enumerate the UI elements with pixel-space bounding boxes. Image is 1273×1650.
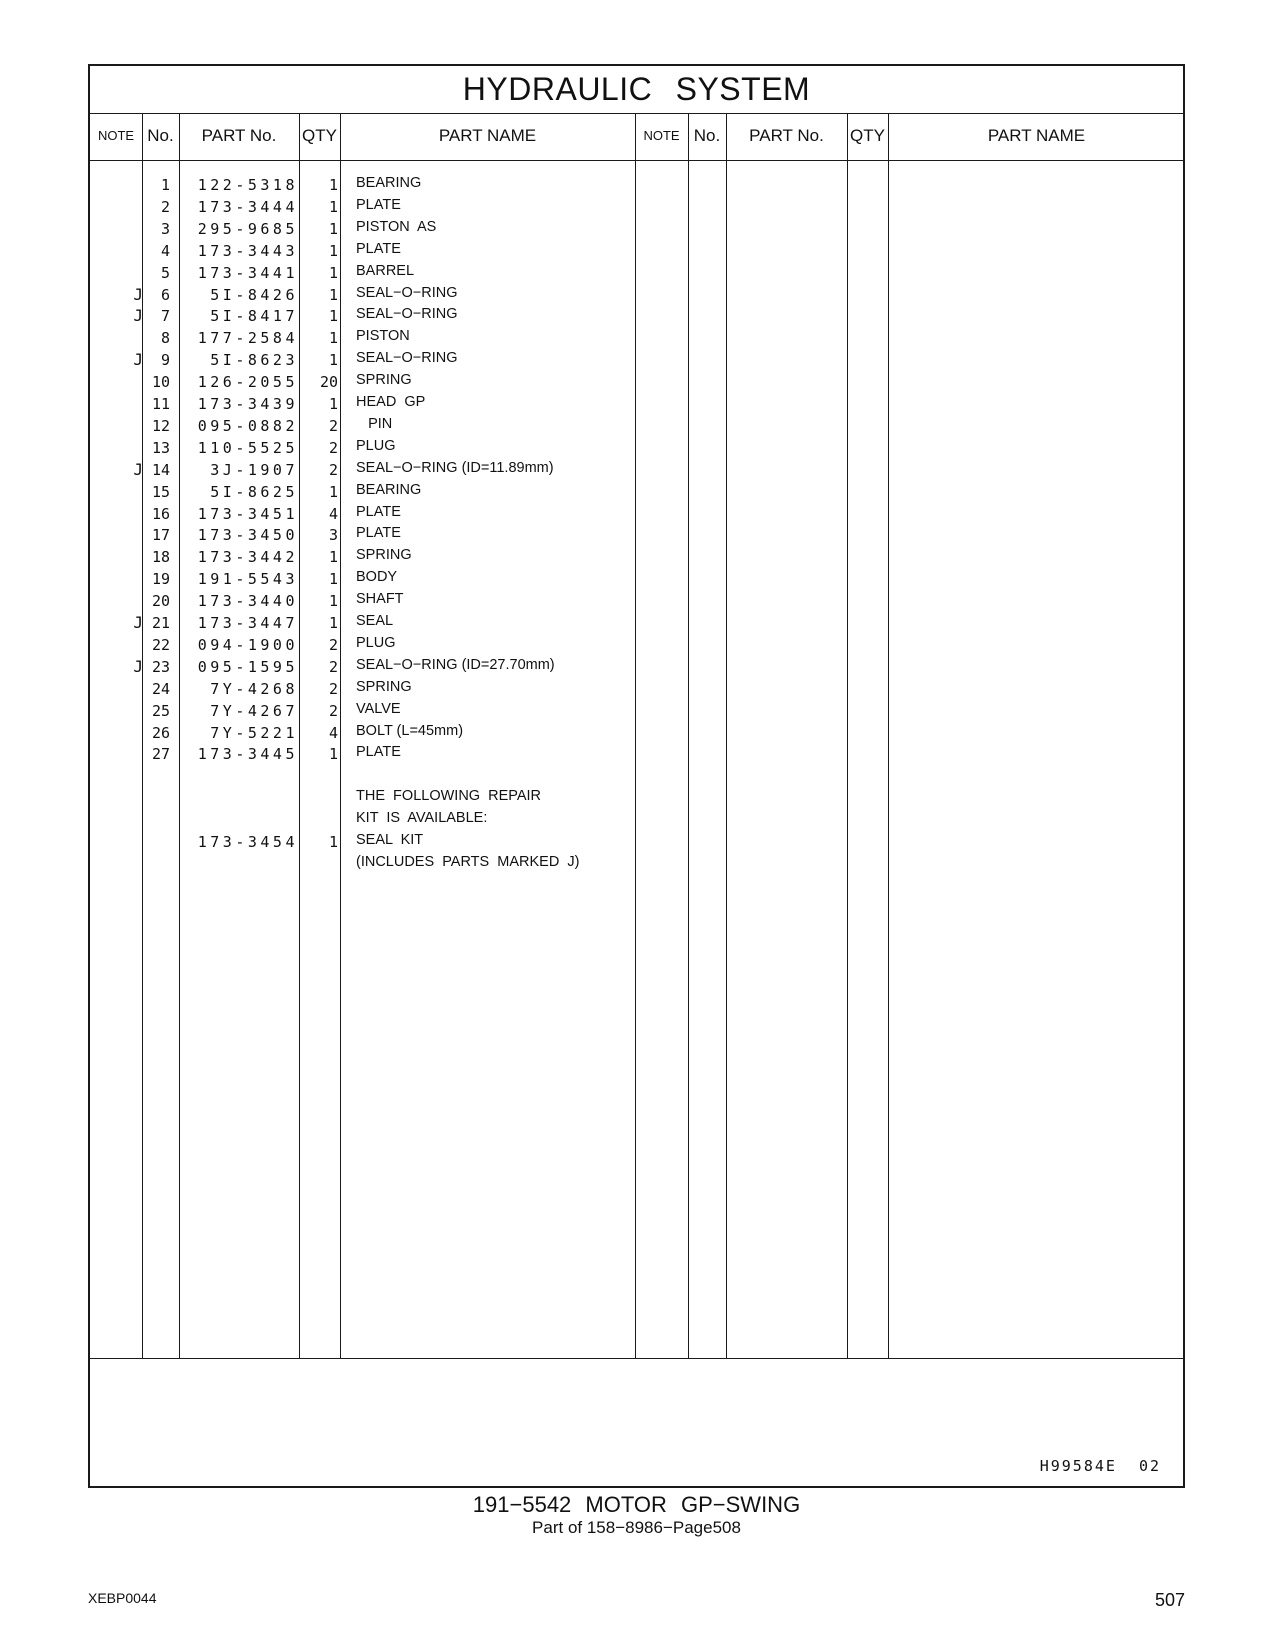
table-row — [90, 656, 650, 678]
part-number-cell: 173-3443 — [197, 241, 298, 260]
quantity-cell: 1 — [328, 570, 338, 589]
part-number-cell: 173-3447 — [197, 614, 298, 632]
part-name-cell: PLATE — [356, 240, 401, 257]
part-name-cell: HEAD GP — [356, 394, 426, 410]
part-name-cell: VALVE — [356, 700, 401, 717]
note-cell: J — [133, 350, 143, 370]
quantity-cell: 1 — [328, 482, 338, 501]
quantity-cell: 3 — [328, 526, 338, 545]
part-number-cell: 095-0882 — [197, 416, 298, 435]
part-name-cell: THE FOLLOWING REPAIR — [356, 788, 542, 805]
table-row — [90, 174, 650, 196]
part-number-cell: 295-9685 — [197, 219, 298, 238]
item-number-cell: 22 — [151, 635, 170, 654]
parts-table-body — [90, 161, 1183, 1358]
table-row — [90, 634, 650, 656]
part-name-cell: SEAL−O−RING (ID=27.70mm) — [356, 656, 555, 673]
quantity-cell: 2 — [328, 438, 338, 457]
header-no-right: No. — [693, 126, 721, 145]
reference-code: H99584E — [1039, 1457, 1117, 1475]
note-cell: J — [133, 284, 143, 304]
quantity-cell: 1 — [328, 395, 338, 413]
quantity-cell: 4 — [328, 504, 338, 523]
item-number-cell: 19 — [151, 570, 170, 589]
item-number-cell: 5 — [160, 263, 170, 282]
note-cell: J — [133, 306, 143, 326]
group-subcaption: Part of 158−8986−Page508 — [532, 1518, 741, 1537]
quantity-cell: 2 — [328, 657, 338, 676]
part-name-cell: SPRING — [356, 547, 412, 564]
part-name-cell: (INCLUDES PARTS MARKED J) — [356, 853, 580, 870]
header-no: No. — [147, 126, 174, 145]
part-number-cell: 5I-8417 — [210, 307, 298, 326]
part-name-cell: BODY — [356, 569, 398, 586]
part-number-cell: 173-3451 — [197, 504, 298, 523]
note-cell: J — [133, 613, 143, 632]
table-row — [90, 853, 650, 875]
part-number-cell: 095-1595 — [197, 657, 298, 676]
part-name-cell: PLATE — [356, 525, 401, 542]
part-name-cell: SPRING — [356, 372, 412, 389]
part-number-cell: 7Y-5221 — [210, 723, 298, 742]
table-row — [90, 305, 650, 327]
part-number-cell: 173-3445 — [197, 745, 298, 764]
table-row — [90, 218, 650, 240]
table-row — [90, 371, 650, 393]
part-name-cell: BARREL — [356, 262, 415, 279]
item-number-cell: 14 — [151, 460, 170, 479]
quantity-cell: 1 — [328, 176, 338, 194]
item-number-cell: 1 — [160, 176, 170, 194]
illustration-reference — [1040, 1457, 1161, 1475]
table-row — [90, 459, 650, 481]
quantity-cell: 2 — [328, 679, 338, 698]
part-number-cell: 173-3444 — [197, 197, 298, 216]
part-name-cell: BEARING — [356, 481, 422, 498]
part-name-cell: PISTON — [356, 328, 410, 345]
group-caption: 191−5542 MOTOR GP−SWING — [472, 1492, 801, 1517]
part-number-cell: 173-3442 — [197, 548, 298, 567]
part-number-cell: 5I-8625 — [210, 482, 298, 501]
part-name-cell: BEARING — [356, 175, 422, 191]
quantity-cell: 2 — [328, 460, 338, 479]
part-name-cell: SEAL KIT — [356, 832, 424, 848]
part-number-cell: 173-3450 — [197, 526, 298, 545]
table-row — [90, 349, 650, 371]
item-number-cell: 8 — [160, 329, 170, 348]
quantity-cell: 1 — [328, 329, 338, 348]
item-number-cell: 18 — [151, 548, 170, 567]
quantity-cell: 1 — [328, 197, 338, 216]
reference-revision: 02 — [1138, 1457, 1161, 1475]
table-row — [90, 678, 650, 700]
item-number-cell: 11 — [151, 395, 170, 413]
item-number-cell: 15 — [151, 482, 170, 501]
part-number-cell: 191-5543 — [197, 570, 298, 589]
part-number-cell: 110-5525 — [197, 438, 298, 457]
table-row — [90, 568, 650, 590]
part-number-cell: 5I-8426 — [210, 285, 298, 304]
header-qty: QTY — [302, 126, 337, 145]
part-name-cell: PLUG — [356, 634, 396, 651]
quantity-cell: 2 — [328, 416, 338, 435]
parts-list-sheet — [88, 64, 1185, 1488]
part-name-cell: PLATE — [356, 196, 401, 213]
table-row — [90, 393, 650, 415]
table-row — [90, 503, 650, 525]
part-number-cell: 126-2055 — [197, 373, 298, 392]
part-number-cell: 094-1900 — [197, 635, 298, 654]
part-name-cell: BOLT (L=45mm) — [356, 722, 464, 739]
part-name-cell: SEAL−O−RING — [356, 284, 458, 301]
part-number-cell: 173-3454 — [197, 833, 298, 851]
part-name-cell: PLATE — [356, 503, 401, 520]
part-number-cell: 177-2584 — [197, 329, 298, 348]
table-bottom-divider — [90, 1358, 1183, 1359]
table-row — [90, 196, 650, 218]
table-row — [90, 743, 650, 765]
header-part-name-right: PART NAME — [987, 126, 1086, 145]
quantity-cell: 1 — [328, 548, 338, 567]
quantity-cell: 1 — [328, 592, 338, 611]
item-number-cell: 23 — [151, 657, 170, 676]
header-part-name: PART NAME — [438, 126, 537, 145]
item-number-cell: 20 — [151, 592, 170, 611]
item-number-cell: 6 — [160, 285, 170, 304]
quantity-cell: 20 — [319, 373, 338, 392]
item-number-cell: 10 — [151, 373, 170, 392]
item-number-cell: 26 — [151, 723, 170, 742]
item-number-cell: 2 — [160, 197, 170, 216]
quantity-cell: 1 — [328, 307, 338, 326]
part-number-cell: 173-3440 — [197, 592, 298, 611]
item-number-cell: 27 — [151, 745, 170, 764]
part-number-cell: 7Y-4268 — [210, 679, 298, 698]
page-number: 507 — [1154, 1590, 1185, 1610]
item-number-cell: 13 — [151, 438, 170, 457]
part-number-cell: 173-3441 — [197, 263, 298, 282]
item-number-cell: 16 — [151, 504, 170, 523]
table-row — [90, 415, 650, 437]
part-name-cell: PLUG — [356, 437, 396, 454]
table-row — [90, 546, 650, 568]
part-name-cell: SPRING — [356, 678, 412, 695]
note-cell: J — [133, 656, 143, 676]
table-row — [90, 240, 650, 262]
item-number-cell: 9 — [160, 351, 170, 370]
quantity-cell: 1 — [328, 285, 338, 304]
item-number-cell: 12 — [151, 416, 170, 435]
part-number-cell: 7Y-4267 — [210, 701, 298, 720]
table-row — [90, 809, 650, 831]
item-number-cell: 21 — [151, 614, 170, 632]
item-number-cell: 25 — [151, 701, 170, 720]
header-note: NOTE — [97, 128, 135, 143]
part-name-cell: SEAL−O−RING — [356, 350, 458, 367]
part-number-cell: 122-5318 — [197, 176, 298, 194]
table-row — [90, 612, 650, 634]
part-name-cell: KIT IS AVAILABLE: — [356, 810, 488, 827]
part-name-cell: SEAL — [356, 613, 394, 629]
table-row — [90, 284, 650, 306]
quantity-cell: 1 — [328, 241, 338, 260]
note-cell: J — [133, 459, 143, 479]
part-name-cell: SEAL−O−RING (ID=11.89mm) — [356, 459, 554, 476]
quantity-cell: 1 — [328, 351, 338, 370]
part-number-cell: 5I-8623 — [210, 351, 298, 370]
table-row — [90, 765, 650, 787]
section-title: HYDRAULIC SYSTEM — [90, 66, 1183, 114]
item-number-cell: 17 — [151, 526, 170, 545]
quantity-cell: 1 — [328, 614, 338, 632]
quantity-cell: 2 — [328, 635, 338, 654]
quantity-cell: 4 — [328, 723, 338, 742]
item-number-cell: 7 — [160, 307, 170, 326]
table-row — [90, 437, 650, 459]
item-number-cell: 24 — [151, 679, 170, 698]
header-part-no: PART No. — [201, 126, 277, 145]
item-number-cell: 3 — [160, 219, 170, 238]
table-row — [90, 722, 650, 744]
header-note-right: NOTE — [643, 128, 680, 143]
header-part-no-right: PART No. — [749, 126, 824, 145]
part-number-cell: 3J-1907 — [210, 460, 298, 479]
part-name-cell: PISTON AS — [356, 218, 437, 235]
table-row — [90, 481, 650, 503]
document-id: XEBP0044 — [88, 1590, 157, 1606]
quantity-cell: 1 — [328, 833, 338, 851]
table-row — [90, 787, 650, 809]
table-row — [90, 590, 650, 612]
table-row — [90, 831, 650, 853]
part-number-cell: 173-3439 — [197, 395, 298, 413]
part-name-cell: SHAFT — [356, 591, 404, 608]
quantity-cell: 1 — [328, 219, 338, 238]
table-row — [90, 700, 650, 722]
table-row — [90, 327, 650, 349]
table-header — [90, 113, 1183, 161]
item-number-cell: 4 — [160, 241, 170, 260]
part-name-cell: SEAL−O−RING — [356, 306, 458, 323]
quantity-cell: 1 — [328, 263, 338, 282]
part-name-cell: PIN — [356, 415, 393, 432]
quantity-cell: 1 — [328, 745, 338, 764]
part-name-cell: PLATE — [356, 744, 401, 761]
table-row — [90, 524, 650, 546]
table-row — [90, 262, 650, 284]
quantity-cell: 2 — [328, 701, 338, 720]
header-qty-right: QTY — [850, 126, 885, 145]
